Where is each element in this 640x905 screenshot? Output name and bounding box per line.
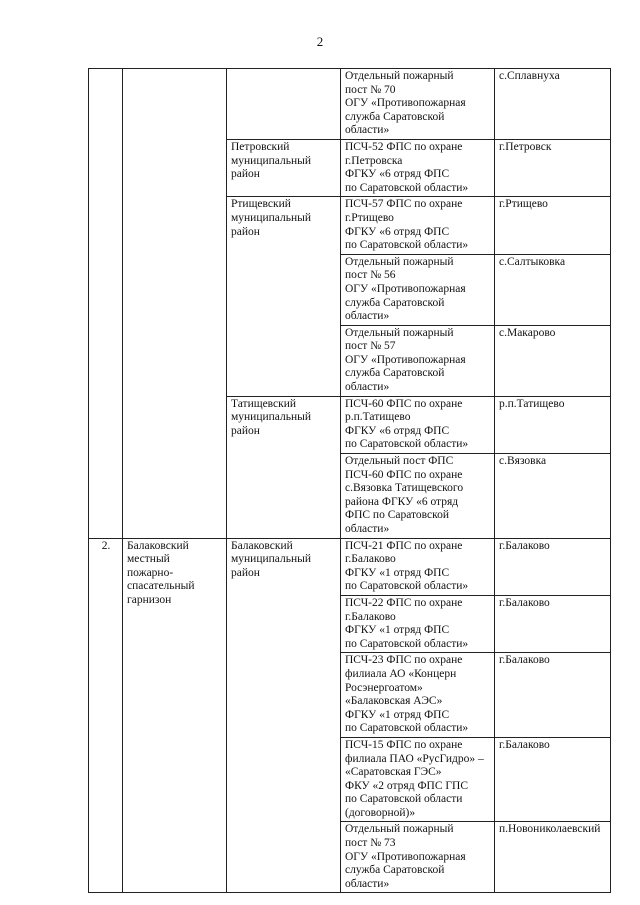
garrison-number bbox=[89, 69, 123, 539]
fire-unit-line: ФГКУ «1 отряд ФПС bbox=[345, 624, 450, 637]
fire-unit-line: по Саратовской области» bbox=[345, 722, 469, 735]
fire-unit-line: ОГУ «Противопожарная bbox=[345, 282, 466, 295]
fire-unit-line: ПСЧ-22 ФПС по охране bbox=[345, 596, 463, 609]
fire-unit-line: ФГКУ «1 отряд ФПС bbox=[345, 708, 450, 721]
fire-unit bbox=[341, 538, 495, 595]
location: с.Сплавнуха bbox=[495, 69, 611, 140]
district-name-line: муниципальный bbox=[231, 211, 312, 224]
district-name-line: муниципальный bbox=[231, 154, 312, 167]
page-number: 2 bbox=[316, 34, 324, 49]
fire-unit-line: «Балаковская АЭС» bbox=[345, 695, 443, 708]
fire-unit-line: пост № 56 bbox=[345, 269, 396, 282]
garrison-name-line: спасательный bbox=[127, 580, 195, 593]
fire-unit-line: по Саратовской области» bbox=[345, 637, 469, 650]
fire-unit-line: области» bbox=[345, 523, 390, 535]
fire-unit-line: ОГУ «Противопожарная bbox=[345, 97, 466, 110]
fire-unit-line: г.Ртищево bbox=[345, 211, 394, 224]
fire-unit-line: ОГУ «Противопожарная bbox=[345, 850, 466, 863]
fire-unit-line: по Саратовской области» bbox=[345, 239, 469, 252]
fire-unit-line: ПСЧ-60 ФПС по охране bbox=[345, 468, 463, 481]
fire-unit-line: ПСЧ-23 ФПС по охране bbox=[345, 654, 463, 667]
district-name bbox=[227, 69, 341, 140]
fire-unit bbox=[341, 653, 495, 738]
garrison-number: 2. bbox=[89, 538, 123, 893]
location: г.Балаково bbox=[495, 737, 611, 822]
fire-unit-line: области» bbox=[345, 310, 390, 323]
district-name-line: муниципальный bbox=[231, 411, 312, 424]
fire-unit-line: по Саратовской области» bbox=[345, 580, 469, 593]
district-name-line: муниципальный bbox=[231, 553, 312, 566]
location: г.Ртищево bbox=[495, 197, 611, 254]
garrison-name-line: пожарно- bbox=[127, 566, 174, 579]
fire-unit-line: по Саратовской области» bbox=[345, 181, 469, 194]
fire-unit-line: ПСЧ-15 ФПС по охране bbox=[345, 738, 463, 751]
fire-unit-line: г.Балаково bbox=[345, 610, 396, 623]
fire-unit-line: р.п.Татищево bbox=[345, 411, 411, 424]
fire-unit-line: Росэнергоатом» bbox=[345, 681, 423, 694]
location: г.Петровск bbox=[495, 139, 611, 196]
garrison-name bbox=[123, 538, 227, 893]
fire-unit bbox=[341, 197, 495, 254]
fire-unit-line: ФГКУ «6 отряд ФПС bbox=[345, 424, 450, 437]
district-name bbox=[227, 197, 341, 396]
location: п.Новониколаевский bbox=[495, 822, 611, 893]
district-name-line: Татищевский bbox=[231, 397, 297, 410]
fire-unit bbox=[341, 822, 495, 893]
fire-unit-line: района ФГКУ «6 отряд bbox=[345, 495, 459, 508]
fire-unit-line: служба Саратовской bbox=[345, 296, 445, 309]
fire-unit-line: ПСЧ-21 ФПС по охране bbox=[345, 539, 463, 552]
fire-unit-line: филиала АО «Концерн bbox=[345, 667, 457, 680]
garrison-name-line: гарнизон bbox=[127, 593, 172, 606]
fire-unit-line: с.Вязовка Татищевского bbox=[345, 482, 464, 495]
fire-unit bbox=[341, 595, 495, 652]
fire-unit-line: ФГКУ «6 отряд ФПС bbox=[345, 225, 450, 238]
fire-unit-line: Отдельный пожарный bbox=[345, 823, 454, 836]
garrison-table bbox=[88, 68, 611, 893]
fire-unit-line: Отдельный пожарный bbox=[345, 326, 454, 339]
location: с.Вязовка bbox=[495, 454, 611, 539]
table-row bbox=[89, 538, 611, 595]
district-name bbox=[227, 396, 341, 538]
table-row bbox=[89, 69, 611, 140]
garrison-name-line: местный bbox=[127, 553, 170, 566]
fire-unit-line: Отдельный пожарный bbox=[345, 255, 454, 268]
fire-unit-line: области» bbox=[345, 124, 390, 137]
fire-unit bbox=[341, 254, 495, 325]
garrison-table-body bbox=[89, 69, 611, 893]
fire-unit-line: пост № 73 bbox=[345, 837, 396, 850]
district-name-line: Ртищевский bbox=[231, 198, 291, 211]
fire-unit-line: г.Петровска bbox=[345, 154, 403, 167]
fire-unit-line: ПСЧ-60 ФПС по охране bbox=[345, 397, 463, 410]
fire-unit bbox=[341, 396, 495, 453]
location: р.п.Татищево bbox=[495, 396, 611, 453]
district-name-line: район bbox=[231, 225, 260, 238]
fire-unit-line: Отдельный пост ФПС bbox=[345, 455, 454, 468]
fire-unit-line: по Саратовской области bbox=[345, 793, 463, 806]
district-name-line: район bbox=[231, 168, 260, 181]
fire-unit-line: филиала ПАО «РусГидро» – bbox=[345, 752, 484, 765]
fire-unit bbox=[341, 69, 495, 140]
fire-unit-line: области» bbox=[345, 877, 390, 890]
fire-unit-line: ОГУ «Противопожарная bbox=[345, 353, 466, 366]
fire-unit-line: ФПС по Саратовской bbox=[345, 509, 450, 522]
fire-unit-line: ПСЧ-57 ФПС по охране bbox=[345, 198, 463, 211]
fire-unit-line: служба Саратовской bbox=[345, 110, 445, 123]
fire-unit-line: пост № 57 bbox=[345, 340, 396, 353]
fire-unit-line: по Саратовской области» bbox=[345, 438, 469, 451]
fire-unit bbox=[341, 139, 495, 196]
district-name-line: Петровский bbox=[231, 140, 290, 153]
fire-unit-line: служба Саратовской bbox=[345, 367, 445, 380]
garrison-name-line: Балаковский bbox=[127, 539, 189, 552]
district-name bbox=[227, 139, 341, 196]
fire-unit bbox=[341, 454, 495, 539]
fire-unit-line: ФКУ «2 отряд ФПС ГПС bbox=[345, 779, 469, 792]
fire-unit bbox=[341, 737, 495, 822]
location: г.Балаково bbox=[495, 538, 611, 595]
district-name bbox=[227, 538, 341, 893]
fire-unit-line: пост № 70 bbox=[345, 83, 396, 96]
location: с.Салтыковка bbox=[495, 254, 611, 325]
location: с.Макарово bbox=[495, 325, 611, 396]
district-name-line: район bbox=[231, 566, 260, 579]
fire-unit-line: (договорной)» bbox=[345, 806, 416, 819]
fire-unit bbox=[341, 325, 495, 396]
fire-unit-line: г.Балаково bbox=[345, 553, 396, 566]
fire-unit-line: «Саратовская ГЭС» bbox=[345, 766, 442, 779]
district-name-line: район bbox=[231, 424, 260, 437]
garrison-name bbox=[123, 69, 227, 539]
district-name-line: Балаковский bbox=[231, 539, 293, 552]
fire-unit-line: ФГКУ «1 отряд ФПС bbox=[345, 566, 450, 579]
fire-unit-line: ПСЧ-52 ФПС по охране bbox=[345, 140, 463, 153]
location: г.Балаково bbox=[495, 653, 611, 738]
fire-unit-line: ФГКУ «6 отряд ФПС bbox=[345, 168, 450, 181]
fire-unit-line: области» bbox=[345, 381, 390, 394]
fire-unit-line: Отдельный пожарный bbox=[345, 70, 454, 82]
fire-unit-line: служба Саратовской bbox=[345, 864, 445, 877]
location: г.Балаково bbox=[495, 595, 611, 652]
